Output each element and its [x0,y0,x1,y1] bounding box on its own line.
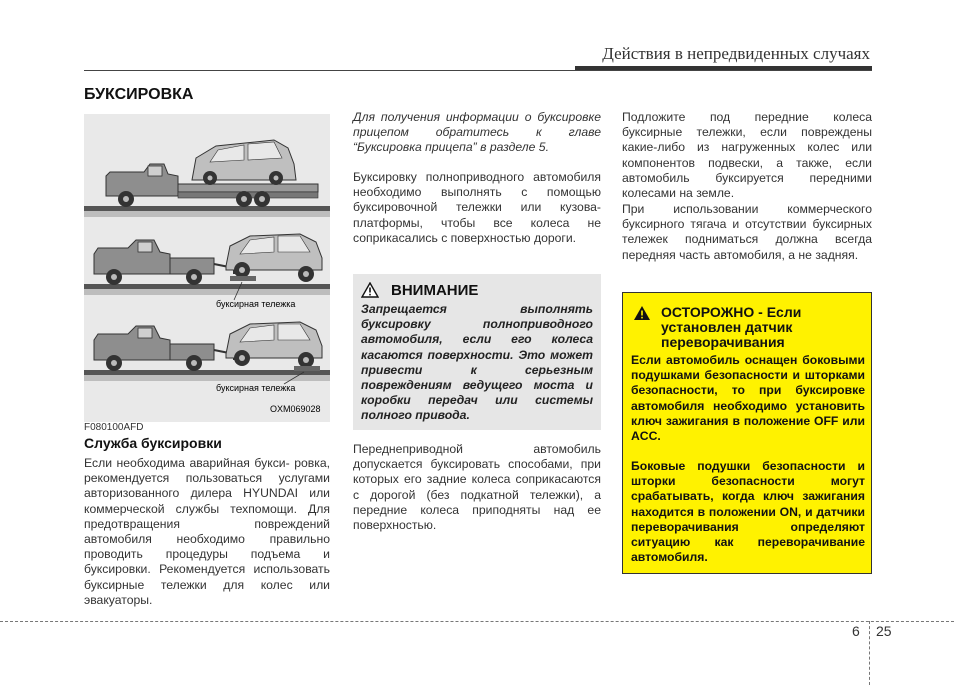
section-title: БУКСИРОВКА [84,86,194,103]
service-text: Если необходима аварийная букси- ровка, рекомендуется пользоваться услугами авторизованного дилера HYUNDAI или коммерческой службы техпомощи. Для предотвращения повреждений автомобиля необходимо правильно проводить процедуры подъема и буксировки. Рекомендуется использовать буксирные тележки для колес или эвакуаторы. [84,456,330,607]
warning-title: ОСТОРОЖНО - Если установлен датчик переворачивания [661,304,802,350]
page-number: 25 [876,623,892,639]
dolly-label-2: буксирная тележка [216,383,296,393]
flatbed-truck-scene [84,140,330,217]
warning-text-1: Если автомобиль оснащен боковыми подушками безопасности и шторками безопасности, то при буксировке автомобиля необходимо установить ключ зажигания в положение OFF или ACC. [631,353,865,444]
warning-box [622,292,872,574]
towing-diagram [84,114,330,422]
caution-title: ВНИМАНИЕ [391,282,479,299]
warning-icon [633,305,651,321]
dolly-advice-text: Подложите под передние колеса буксирные тележки, если повреждены какие-либо из нагруженных колес или компонентов подвески, а также, если автомобиль буксируется передними колесами на земле. [622,110,872,201]
wheel-lift-rear-scene [84,322,330,384]
footer-divider [869,621,870,685]
image-code: OXM069028 [270,404,321,414]
header-rule [84,70,872,71]
trailer-note: Для получения информации о буксировке прицепом обратитесь к главе “Буксировка прицепа” в разделе 5. [353,110,601,155]
fwd-towing-text: Переднеприводной автомобиль допускается буксировать способами, при которых его задние колеса соприкасаются с дорогой (без подкатной тележки), а передние колеса приподняты над ее поверхностью. [353,442,601,533]
caution-box [353,274,601,430]
page-header-title: Действия в непредвиденных случаях [602,44,870,63]
caution-icon [361,282,379,298]
wheel-lift-dolly-scene [84,234,330,300]
caution-text: Запрещается выполнять буксировку полноприводного автомобиля, если его колеса касаются поверхности. Это может привести к серьезным повреждениям ведущего моста и коробки передач или системы полного привода. [361,302,593,423]
dolly-label-1: буксирная тележка [216,299,296,309]
chapter-number: 6 [852,623,860,639]
figure-code: F080100AFD [84,422,144,433]
footer-rule [0,621,954,622]
commercial-tow-text: При использовании коммерческого буксирного тягача и отсутствии буксирных тележек подниматься должна всегда передняя часть автомобиля, а не задняя. [622,202,872,262]
awd-towing-text: Буксировку полноприводного автомобиля необходимо выполнять с помощью буксировочной тележки или кузова-платформы, чтобы все колеса не соприкасались с поверхностью дороги. [353,170,601,245]
towing-illustration [84,114,330,422]
warning-text-2: Боковые подушки безопасности и шторки безопасности могут срабатывать, когда ключ зажигания находится в положении ON, и датчики переворачивания определяют ситуацию как переворачивание автомобиля. [631,459,865,565]
service-title: Служба буксировки [84,435,222,451]
